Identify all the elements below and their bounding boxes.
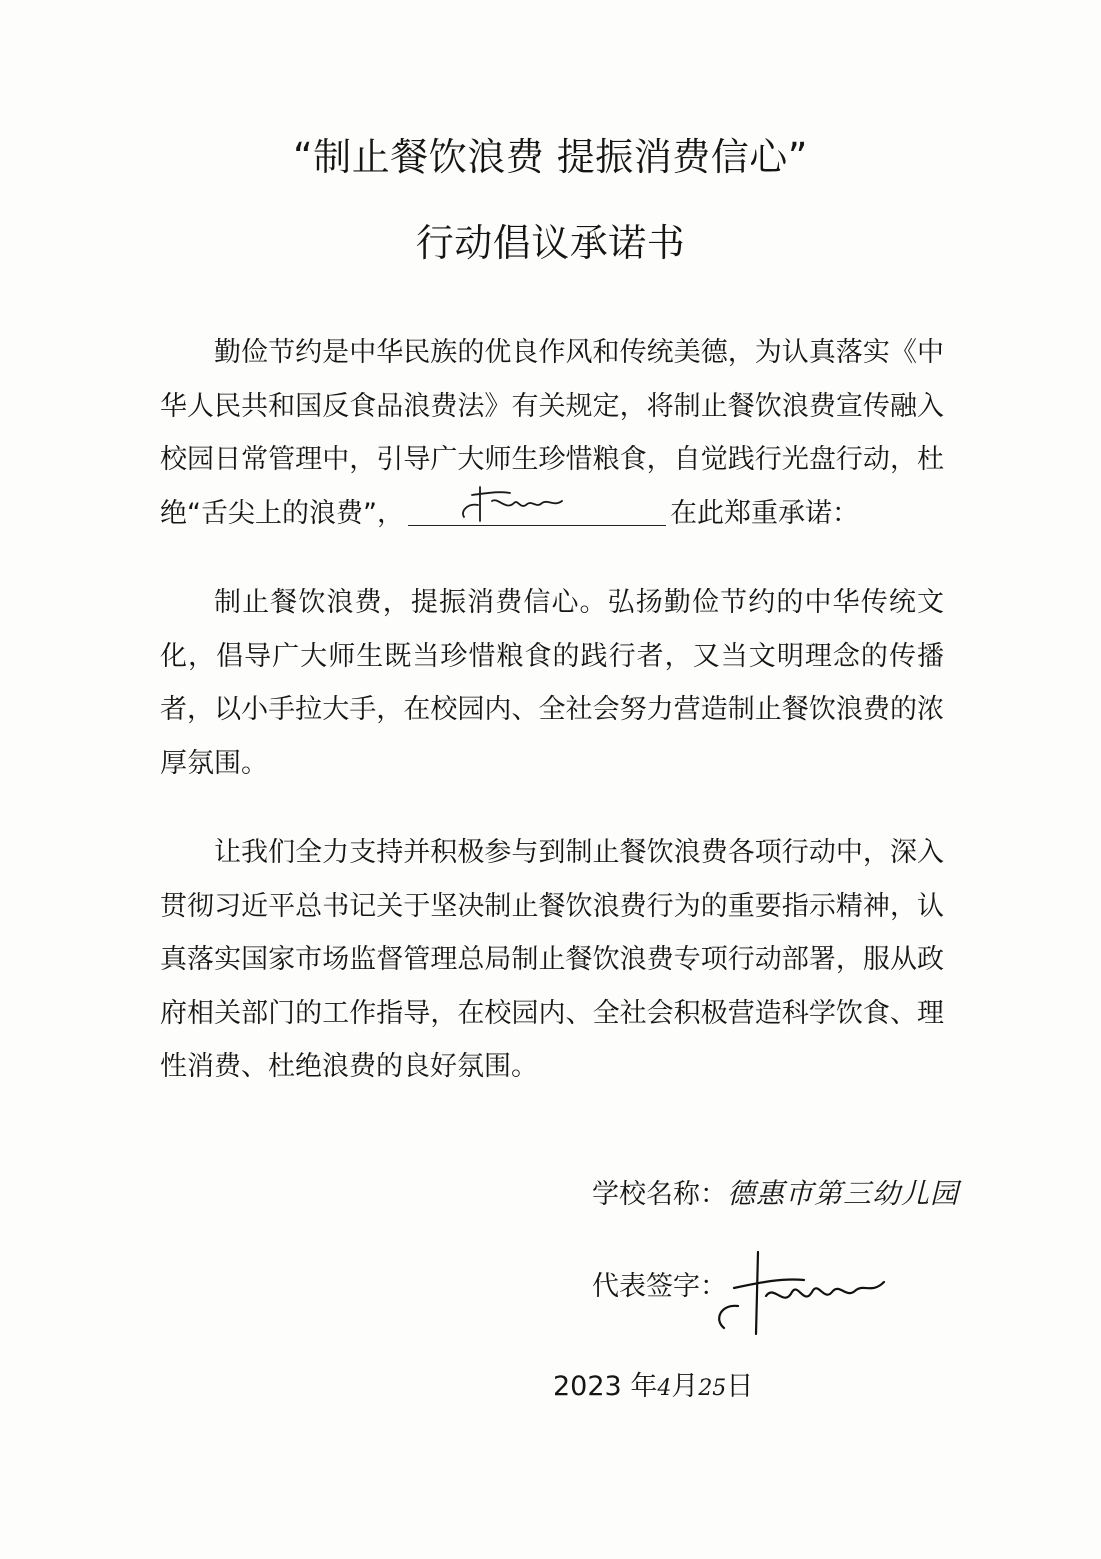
school-name-row — [592, 1172, 959, 1212]
date-year: 2023 — [553, 1371, 622, 1402]
date-month: 4 — [657, 1376, 672, 1401]
signature-blank-line — [408, 495, 666, 526]
date-day: 25 — [698, 1376, 727, 1401]
representative-signature-label: 代表签字： — [592, 1271, 727, 1302]
paragraph-1-text: 勤俭节约是中华民族的优良作风和传统美德，为认真落实《中华人民共和国反食品浪费法》有关规定，将制止餐饮浪费宣传融入校园日常管理中，引导广大师生珍惜粮食，自觉践行光盘行动，杜绝“舌尖上的浪费”， — [160, 337, 944, 529]
document-title-line2: 行动倡议承诺书 — [415, 221, 686, 265]
date-day-suffix: 日 — [726, 1371, 754, 1402]
handwritten-signature — [712, 1248, 892, 1338]
date-row — [553, 1364, 753, 1403]
paragraph-1 — [160, 326, 944, 540]
paragraph-2: 制止餐饮浪费，提振消费信心。弘扬勤俭节约的中华传统文化，倡导广大师生既当珍惜粮食的践行者，又当文明理念的传播者，以小手拉大手，在校园内、全社会努力营造制止餐饮浪费的浓厚氛围。 — [160, 587, 944, 779]
handwritten-signature-inline — [458, 481, 578, 525]
paragraph-3: 让我们全力支持并积极参与到制止餐饮浪费各项行动中，深入贯彻习近平总书记关于坚决制止餐饮浪费行为的重要指示精神，认真落实国家市场监督管理总局制止餐饮浪费专项行动部署，服从政府相关部门的工作指导，在校园内、全社会积极营造科学饮食、理性消费、杜绝浪费的良好氛围。 — [160, 837, 944, 1082]
date-year-suffix: 年 — [630, 1371, 658, 1402]
school-name-label: 学校名称： — [592, 1179, 727, 1210]
school-name-handwritten: 德惠市第三幼儿园 — [727, 1177, 960, 1210]
paragraph-1-ending: 在此郑重承诺： — [669, 497, 859, 529]
date-month-suffix: 月 — [671, 1371, 699, 1402]
document-title-line1: “制止餐饮浪费 提振消费信心” — [293, 135, 808, 179]
representative-signature-row — [592, 1264, 727, 1303]
